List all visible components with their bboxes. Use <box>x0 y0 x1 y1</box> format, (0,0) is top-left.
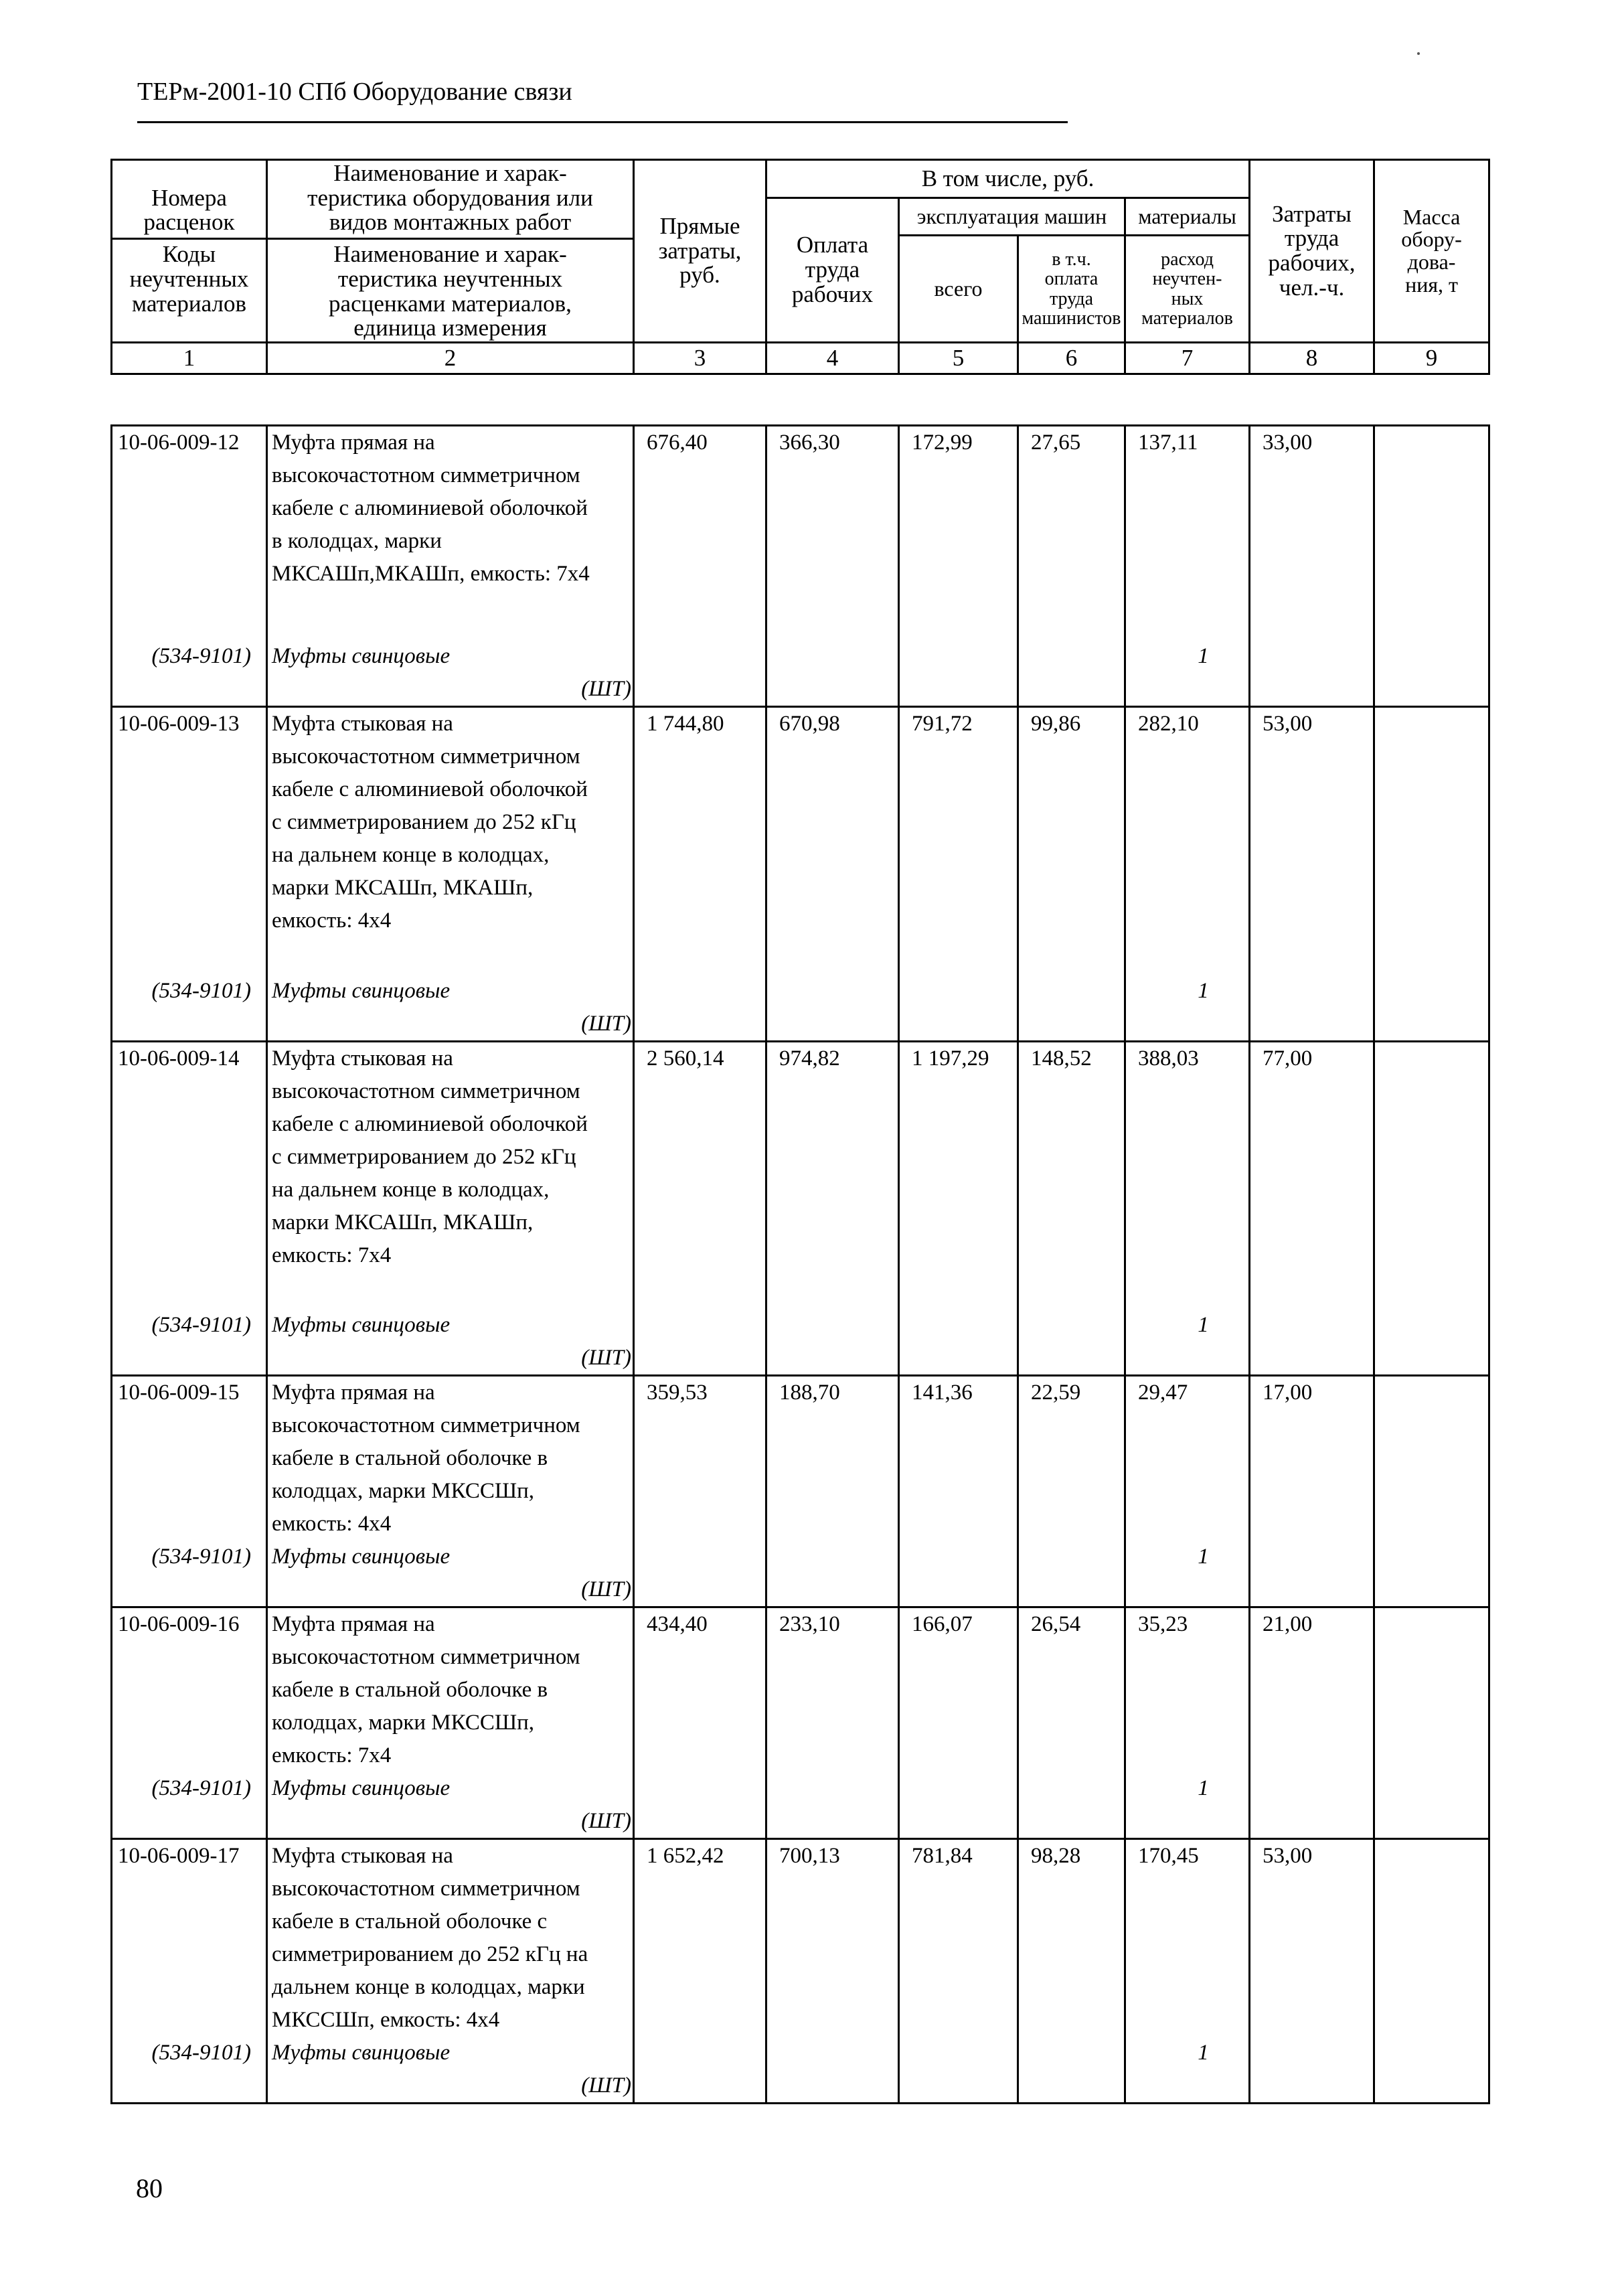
empty-cell <box>1374 975 1489 1042</box>
material-name-text: Муфты свинцовые <box>272 1313 451 1337</box>
labor-hours: 17,00 <box>1250 1376 1374 1541</box>
empty-cell <box>899 1541 1018 1607</box>
equipment-mass <box>1374 1839 1489 2037</box>
labor-hours: 33,00 <box>1250 426 1374 640</box>
rate-code: 10-06-009-12 <box>112 426 267 640</box>
equipment-mass <box>1374 426 1489 640</box>
empty-cell <box>766 2037 899 2104</box>
header-materials: материалы <box>1125 198 1250 236</box>
description-line: на дальнем конце в колодцах, <box>272 843 550 867</box>
labor-hours: 53,00 <box>1250 707 1374 975</box>
work-description <box>267 1376 634 1541</box>
material-code: (534-9101) <box>112 975 267 1042</box>
machines-total: 791,72 <box>899 707 1018 975</box>
empty-cell <box>1374 2037 1489 2104</box>
header-including-group: В том числе, руб. <box>766 160 1250 198</box>
work-description <box>267 426 634 640</box>
empty-cell <box>634 2037 766 2104</box>
empty-cell <box>1374 1309 1489 1376</box>
table-row <box>112 426 1489 640</box>
materials-cost: 35,23 <box>1125 1607 1250 1773</box>
material-row <box>112 2037 1489 2104</box>
empty-cell <box>1374 1541 1489 1607</box>
materials-cost: 170,45 <box>1125 1839 1250 2037</box>
description-line: емкость: 7х4 <box>272 1743 392 1767</box>
material-name <box>267 1309 634 1376</box>
material-unit: (ШТ) <box>581 676 631 701</box>
material-quantity: 1 <box>1125 975 1250 1042</box>
direct-costs: 434,40 <box>634 1607 766 1773</box>
empty-cell <box>766 640 899 707</box>
table-row <box>112 707 1489 975</box>
empty-cell <box>899 1309 1018 1376</box>
material-row <box>112 975 1489 1042</box>
equipment-mass <box>1374 1041 1489 1309</box>
machines-total: 172,99 <box>899 426 1018 640</box>
labor-hours: 77,00 <box>1250 1041 1374 1309</box>
material-unit: (ШТ) <box>581 2073 631 2098</box>
description-line: высокочастотном симметричном <box>272 1877 580 1901</box>
description-line: кабеле с алюминиевой оболочкой <box>272 496 588 520</box>
machinists-pay: 148,52 <box>1018 1041 1125 1309</box>
empty-cell <box>1018 975 1125 1042</box>
empty-cell <box>1250 1772 1374 1839</box>
table-row <box>112 1041 1489 1309</box>
material-name-text: Муфты свинцовые <box>272 978 451 1003</box>
material-name <box>267 640 634 707</box>
material-unit: (ШТ) <box>581 1346 631 1370</box>
description-line: Муфта стыковая на <box>272 1844 453 1868</box>
materials-cost: 388,03 <box>1125 1041 1250 1309</box>
material-unit: (ШТ) <box>581 1809 631 1833</box>
description-line: дальнем конце в колодцах, марки <box>272 1975 585 1999</box>
description-line: кабеле в стальной оболочке в <box>272 1678 548 1702</box>
material-code: (534-9101) <box>112 1772 267 1839</box>
empty-cell <box>1018 640 1125 707</box>
empty-cell <box>1374 1772 1489 1839</box>
machines-total: 166,07 <box>899 1607 1018 1773</box>
description-line: кабеле с алюминиевой оболочкой <box>272 1111 588 1136</box>
material-name <box>267 1772 634 1839</box>
material-name <box>267 1541 634 1607</box>
rate-code: 10-06-009-17 <box>112 1839 267 2037</box>
material-name-text: Муфты свинцовые <box>272 643 451 668</box>
empty-cell <box>899 2037 1018 2104</box>
description-line: с симметрированием до 252 кГц <box>272 1144 576 1169</box>
description-line: Муфта прямая на <box>272 1381 435 1405</box>
header-labor-pay: Оплата труда рабочих <box>766 198 899 343</box>
empty-cell <box>766 1541 899 1607</box>
header-unaccounted-materials: расход неучтен- ных материалов <box>1125 236 1250 343</box>
rate-code: 10-06-009-13 <box>112 707 267 975</box>
materials-cost: 282,10 <box>1125 707 1250 975</box>
material-code: (534-9101) <box>112 2037 267 2104</box>
description-line: емкость: 7х4 <box>272 1243 392 1267</box>
empty-cell <box>766 1772 899 1839</box>
header-machinists-pay: в т.ч. оплата труда машинистов <box>1018 236 1125 343</box>
description-line: Муфта стыковая на <box>272 1046 453 1071</box>
work-description <box>267 707 634 975</box>
material-quantity: 1 <box>1125 1772 1250 1839</box>
material-quantity: 1 <box>1125 1541 1250 1607</box>
col-number: 3 <box>634 343 766 374</box>
material-row <box>112 1309 1489 1376</box>
scan-dot <box>1417 52 1420 55</box>
table-row <box>112 1376 1489 1541</box>
description-line: МКСАШп,МКАШп, емкость: 7х4 <box>272 562 590 586</box>
page-number: 80 <box>136 2173 163 2203</box>
col-number: 2 <box>267 343 634 374</box>
rate-code: 10-06-009-14 <box>112 1041 267 1309</box>
material-code: (534-9101) <box>112 1541 267 1607</box>
empty-cell <box>766 1309 899 1376</box>
rates-table <box>110 424 1490 2104</box>
direct-costs: 1 744,80 <box>634 707 766 975</box>
empty-cell <box>1018 1772 1125 1839</box>
header-direct-costs: Прямые затраты, руб. <box>634 160 766 343</box>
description-line: Муфта прямая на <box>272 430 435 455</box>
equipment-mass <box>1374 1607 1489 1773</box>
direct-costs: 1 652,42 <box>634 1839 766 2037</box>
description-line: МКССШп, емкость: 4х4 <box>272 2008 500 2032</box>
machines-total: 141,36 <box>899 1376 1018 1541</box>
direct-costs: 676,40 <box>634 426 766 640</box>
description-line: емкость: 4х4 <box>272 909 392 933</box>
description-line: колодцах, марки МКССШп, <box>272 1479 535 1503</box>
labor-pay: 366,30 <box>766 426 899 640</box>
material-name-text: Муфты свинцовые <box>272 1776 451 1800</box>
labor-pay: 188,70 <box>766 1376 899 1541</box>
empty-cell <box>634 975 766 1042</box>
description-line: кабеле с алюминиевой оболочкой <box>272 777 588 801</box>
work-description <box>267 1607 634 1773</box>
material-row <box>112 1772 1489 1839</box>
description-line: на дальнем конце в колодцах, <box>272 1177 550 1202</box>
direct-costs: 2 560,14 <box>634 1041 766 1309</box>
material-row <box>112 1541 1489 1607</box>
work-description <box>267 1839 634 2037</box>
description-line: кабеле в стальной оболочке в <box>272 1446 548 1470</box>
direct-costs: 359,53 <box>634 1376 766 1541</box>
empty-cell <box>1018 1541 1125 1607</box>
rate-code: 10-06-009-15 <box>112 1376 267 1541</box>
description-line: с симметрированием до 252 кГц <box>272 810 576 834</box>
col-number: 1 <box>112 343 267 374</box>
labor-pay: 974,82 <box>766 1041 899 1309</box>
machinists-pay: 98,28 <box>1018 1839 1125 2037</box>
machines-total: 781,84 <box>899 1839 1018 2037</box>
col-number: 7 <box>1125 343 1250 374</box>
empty-cell <box>1374 640 1489 707</box>
labor-hours: 21,00 <box>1250 1607 1374 1773</box>
col-number: 6 <box>1018 343 1125 374</box>
material-quantity: 1 <box>1125 1309 1250 1376</box>
equipment-mass <box>1374 707 1489 975</box>
material-name <box>267 975 634 1042</box>
machinists-pay: 27,65 <box>1018 426 1125 640</box>
header-equipment-mass: Масса обору- дова- ния, т <box>1374 160 1489 343</box>
equipment-mass <box>1374 1376 1489 1541</box>
empty-cell <box>634 1309 766 1376</box>
empty-cell <box>899 975 1018 1042</box>
description-line: в колодцах, марки <box>272 529 442 553</box>
material-quantity: 1 <box>1125 2037 1250 2104</box>
description-line: Муфта прямая на <box>272 1612 435 1636</box>
labor-hours: 53,00 <box>1250 1839 1374 2037</box>
description-line: высокочастотном симметричном <box>272 1413 580 1437</box>
material-unit: (ШТ) <box>581 1011 631 1036</box>
empty-cell <box>1250 2037 1374 2104</box>
description-line: колодцах, марки МКССШп, <box>272 1711 535 1735</box>
material-code: (534-9101) <box>112 640 267 707</box>
header-machines-total: всего <box>899 236 1018 343</box>
machinists-pay: 99,86 <box>1018 707 1125 975</box>
material-row <box>112 640 1489 707</box>
col-number: 4 <box>766 343 899 374</box>
material-name-text: Муфты свинцовые <box>272 2041 451 2065</box>
description-line: высокочастотном симметричном <box>272 463 580 487</box>
col-number: 9 <box>1374 343 1489 374</box>
work-description <box>267 1041 634 1309</box>
empty-cell <box>634 1772 766 1839</box>
table-row <box>112 1839 1489 2037</box>
description-line: марки МКСАШп, МКАШп, <box>272 876 534 900</box>
description-line: Муфта стыковая на <box>272 712 453 736</box>
labor-pay: 670,98 <box>766 707 899 975</box>
empty-cell <box>634 640 766 707</box>
material-name-text: Муфты свинцовые <box>272 1545 451 1569</box>
empty-cell <box>1250 640 1374 707</box>
description-line: высокочастотном симметричном <box>272 744 580 769</box>
header-rate-codes: Номера расценок Коды неучтенных материалов <box>112 160 267 343</box>
empty-cell <box>634 1541 766 1607</box>
description-line: кабеле в стальной оболочке с <box>272 1909 548 1934</box>
empty-cell <box>766 975 899 1042</box>
header-name: Наименование и харак- теристика оборудования или видов монтажных работ Наименование и харак- теристика неучтенных расценками материалов, единица измерения <box>267 160 634 343</box>
labor-pay: 233,10 <box>766 1607 899 1773</box>
machines-total: 1 197,29 <box>899 1041 1018 1309</box>
page-header: ТЕРм-2001-10 СПб Оборудование связи <box>137 77 1068 123</box>
table-header <box>110 159 1490 375</box>
col-number: 8 <box>1250 343 1374 374</box>
header-labor-hours: Затраты труда рабочих, чел.-ч. <box>1250 160 1374 343</box>
description-line: высокочастотном симметричном <box>272 1645 580 1669</box>
machinists-pay: 22,59 <box>1018 1376 1125 1541</box>
material-quantity: 1 <box>1125 640 1250 707</box>
empty-cell <box>1250 975 1374 1042</box>
description-line: емкость: 4х4 <box>272 1512 392 1536</box>
labor-pay: 700,13 <box>766 1839 899 2037</box>
col-number: 5 <box>899 343 1018 374</box>
empty-cell <box>899 1772 1018 1839</box>
rate-code: 10-06-009-16 <box>112 1607 267 1773</box>
description-line: марки МКСАШп, МКАШп, <box>272 1210 534 1235</box>
empty-cell <box>1018 1309 1125 1376</box>
machinists-pay: 26,54 <box>1018 1607 1125 1773</box>
empty-cell <box>1018 2037 1125 2104</box>
material-name <box>267 2037 634 2104</box>
materials-cost: 29,47 <box>1125 1376 1250 1541</box>
description-line: симметрированием до 252 кГц на <box>272 1942 588 1966</box>
empty-cell <box>1250 1309 1374 1376</box>
materials-cost: 137,11 <box>1125 426 1250 640</box>
header-machines: эксплуатация машин <box>899 198 1125 236</box>
material-unit: (ШТ) <box>581 1577 631 1601</box>
empty-cell <box>1250 1541 1374 1607</box>
table-row <box>112 1607 1489 1773</box>
empty-cell <box>899 640 1018 707</box>
description-line: высокочастотном симметричном <box>272 1079 580 1103</box>
material-code: (534-9101) <box>112 1309 267 1376</box>
